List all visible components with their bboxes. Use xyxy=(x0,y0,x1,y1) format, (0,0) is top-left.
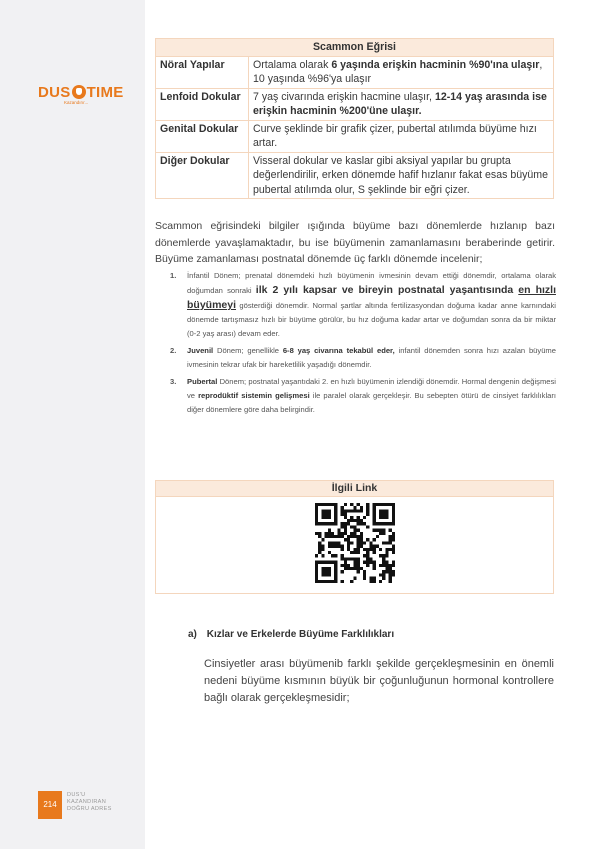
intro-paragraph: Scammon eğrisindeki bilgiler ışığında büyüme bazı dönemlerde hızlanıp bazı dönemlerde yavaşlamaktadır, bu ise büyümenin zamanlamasını beraberinde getirir. Büyüme zamanlaması postnatal dönemde üç farklı dönemde incelenir; xyxy=(155,220,555,265)
list-number: 3. xyxy=(170,377,177,386)
logo-tagline: Kazandırır... xyxy=(64,100,89,105)
row-value: Ortalama olarak 6 yaşında erişkin hacminin %90'ına ulaşır, 10 yaşında %96'ya ulaşır xyxy=(249,56,554,88)
list-item: 2. Juvenil Dönem; genellikle 6-8 yaş civarına tekabül eder, infantil dönemden sonra hızı azalan büyüme ivmesinin tekrar ufak bir hareketlilik yaşadığı dönemdir. xyxy=(170,346,556,369)
section-label: a) xyxy=(188,629,197,640)
row-label: Genital Dokular xyxy=(156,120,249,152)
section-heading xyxy=(188,629,394,640)
tooth-icon xyxy=(72,85,86,99)
row-value: Curve şeklinde bir grafik çizer, pubertal atılımda büyüme hızı artar. xyxy=(249,120,554,152)
logo-text-time: TIME xyxy=(86,84,124,101)
table-row xyxy=(156,120,554,152)
page-number: 214 xyxy=(38,791,62,819)
list-item: 1. İnfantil Dönem; prenatal dönemdeki hızlı büyümenin ivmesinin devam ettiği dönemdir, ortalama olarak doğumdan sonraki ilk 2 yılı kapsar ve bireyin postnatal yaşantısında en hızlı büyümeyi gösterdiği dönemdir. Normal şartlar altında fertilizasyondan doğuma kadar anne karnındaki dönemde tartışmasız hızlı bir büyüme görülür, bu hız doğuma kadar artar ve doğumdan sonra da bir miktar (0-2 yaş arası) devam eder. xyxy=(170,271,556,338)
table-row xyxy=(156,56,554,88)
table-row xyxy=(156,152,554,199)
scammon-table xyxy=(155,38,554,199)
table-row xyxy=(156,88,554,120)
left-sidebar xyxy=(0,0,145,849)
footer-line: DUS'U xyxy=(67,792,86,798)
section-title: Kızlar ve Erkelerde Büyüme Farklılıkları xyxy=(206,629,395,640)
row-label: Nöral Yapılar xyxy=(156,56,249,88)
list-number: 1. xyxy=(170,271,177,280)
dustime-logo xyxy=(38,85,124,107)
growth-periods-list xyxy=(170,269,556,420)
row-label: Lenfoid Dokular xyxy=(156,88,249,120)
row-label: Diğer Dokular xyxy=(156,152,249,199)
row-value: 7 yaş civarında erişkin hacmine ulaşır, 12-14 yaş arasında ise erişkin hacminin %200'üne ulaşır. xyxy=(249,88,554,120)
closing-paragraph: Cinsiyetler arası büyümenib farklı şekilde gerçekleşmesinin en önemli nedeni büyüme kısmının büyük bir çoğunluğunun hormonal kontrollere bağlı olarak gerçekleşmesidir; xyxy=(204,658,554,704)
footer-line: DOĞRU ADRES xyxy=(67,806,112,812)
list-item: 3. Pubertal Dönem; postnatal yaşantıdaki 2. en hızlı büyümenin izlendiği dönemdir. Hormal dengenin değişmesi ve reprodüktif sistemin gelişmesi ile paralel olarak gerçekleşir. Bu sebepten ötürü de cinsiyet farklılıkları diğer dönemlere göre daha belirgindir. xyxy=(170,377,556,414)
table-title: Scammon Eğrisi xyxy=(156,39,554,57)
row-value: Visseral dokular ve kaslar gibi aksiyal yapılar bu grupta değerlendirilir, erken dönemde hafif hızlanır fakat esas büyüme pubertal atılımda olur, S şeklinde bir eğri çizer. xyxy=(249,152,554,199)
footer-slogan xyxy=(67,792,112,813)
related-link-box xyxy=(155,480,554,594)
logo-text-dus: DUS xyxy=(38,84,71,101)
list-number: 2. xyxy=(170,346,177,355)
footer-line: KAZANDIRAN xyxy=(67,799,107,805)
link-box-title: İlgili Link xyxy=(156,481,553,497)
qr-code[interactable] xyxy=(315,503,395,583)
